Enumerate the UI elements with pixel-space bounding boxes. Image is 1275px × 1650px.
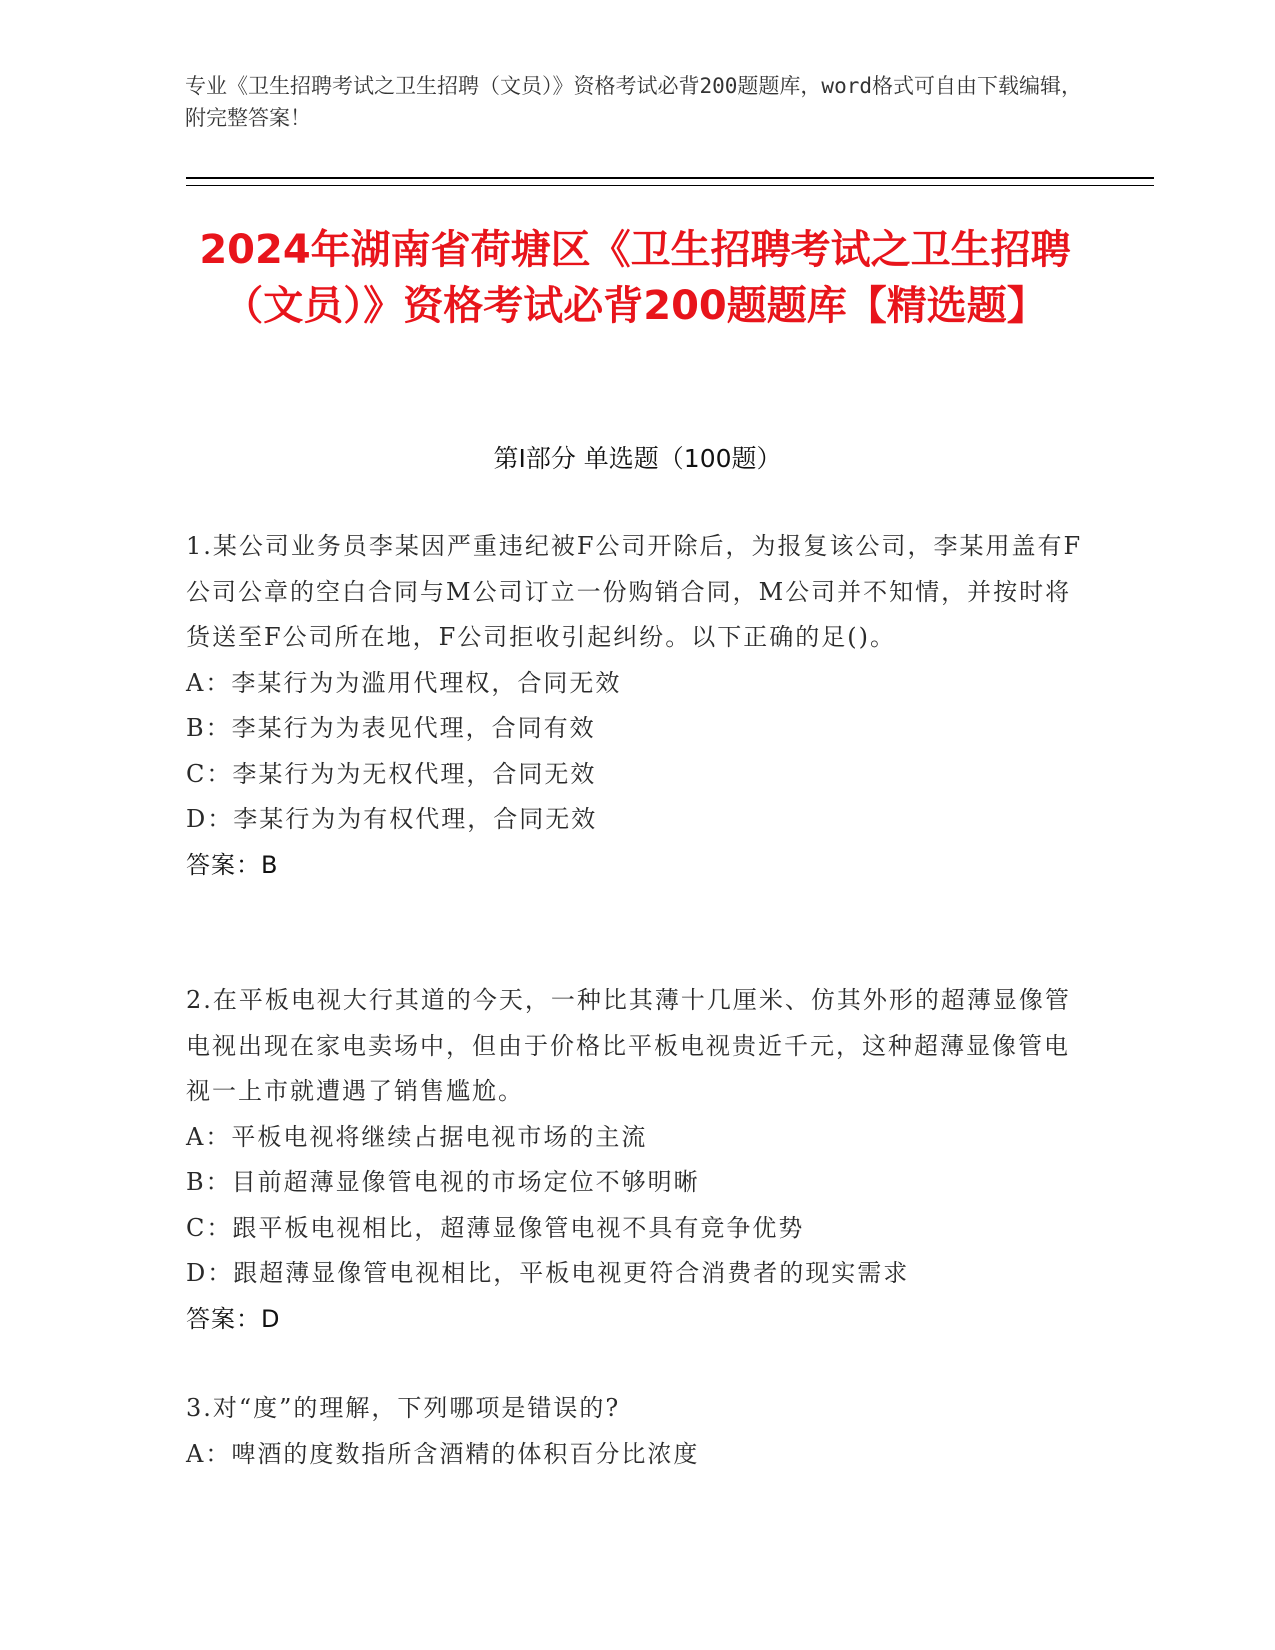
header-note: 专业《卫生招聘考试之卫生招聘（文员）》资格考试必背200题题库，word格式可自由下载编辑，附完整答案！ [185, 74, 1082, 130]
section-title: 第I部分 单选题（100题） [493, 444, 782, 473]
header-divider-thin [186, 185, 1154, 186]
question-3 [186, 1386, 1086, 1477]
option-d: D：李某行为为有权代理，合同无效 [186, 805, 598, 833]
option-a: A：啤酒的度数指所含酒精的体积百分比浓度 [186, 1439, 700, 1468]
option-b: B：李某行为为表见代理，合同有效 [186, 714, 596, 742]
option-c: C：李某行为为无权代理，合同无效 [186, 759, 597, 788]
question-stem: 2.在平板电视大行其道的今天，一种比其薄十几厘米、仿其外形的超薄显像管电视出现在家电卖场中，但由于价格比平板电视贵近千元，这种超薄显像管电视一上市就遭遇了销售尴尬。 [186, 986, 1071, 1105]
question-stem: 3.对“度”的理解，下列哪项是错误的? [186, 1394, 621, 1422]
answer: 答案：D [186, 1304, 281, 1333]
answer: 答案：B [186, 850, 279, 879]
document-title: 2024年湖南省荷塘区《卫生招聘考试之卫生招聘（文员）》资格考试必背200题题库【精选题】 [199, 227, 1071, 329]
question-1 [186, 524, 1086, 888]
option-c: C：跟平板电视相比，超薄显像管电视不具有竞争优势 [186, 1213, 805, 1242]
option-a: A：李某行为为滥用代理权，合同无效 [186, 668, 622, 697]
question-2 [186, 978, 1086, 1342]
question-stem: 1.某公司业务员李某因严重违纪被F公司开除后，为报复该公司，李某用盖有F公司公章的空白合同与M公司订立一份购销合同，M公司并不知情，并按时将货送至F公司所在地，F公司拒收引起纠纷。以下正确的足()。 [186, 532, 1083, 651]
header-divider-thick [186, 177, 1154, 179]
option-a: A：平板电视将继续占据电视市场的主流 [186, 1122, 648, 1151]
option-d: D：跟超薄显像管电视相比，平板电视更符合消费者的现实需求 [186, 1259, 910, 1287]
option-b: B：目前超薄显像管电视的市场定位不够明晰 [186, 1168, 700, 1196]
